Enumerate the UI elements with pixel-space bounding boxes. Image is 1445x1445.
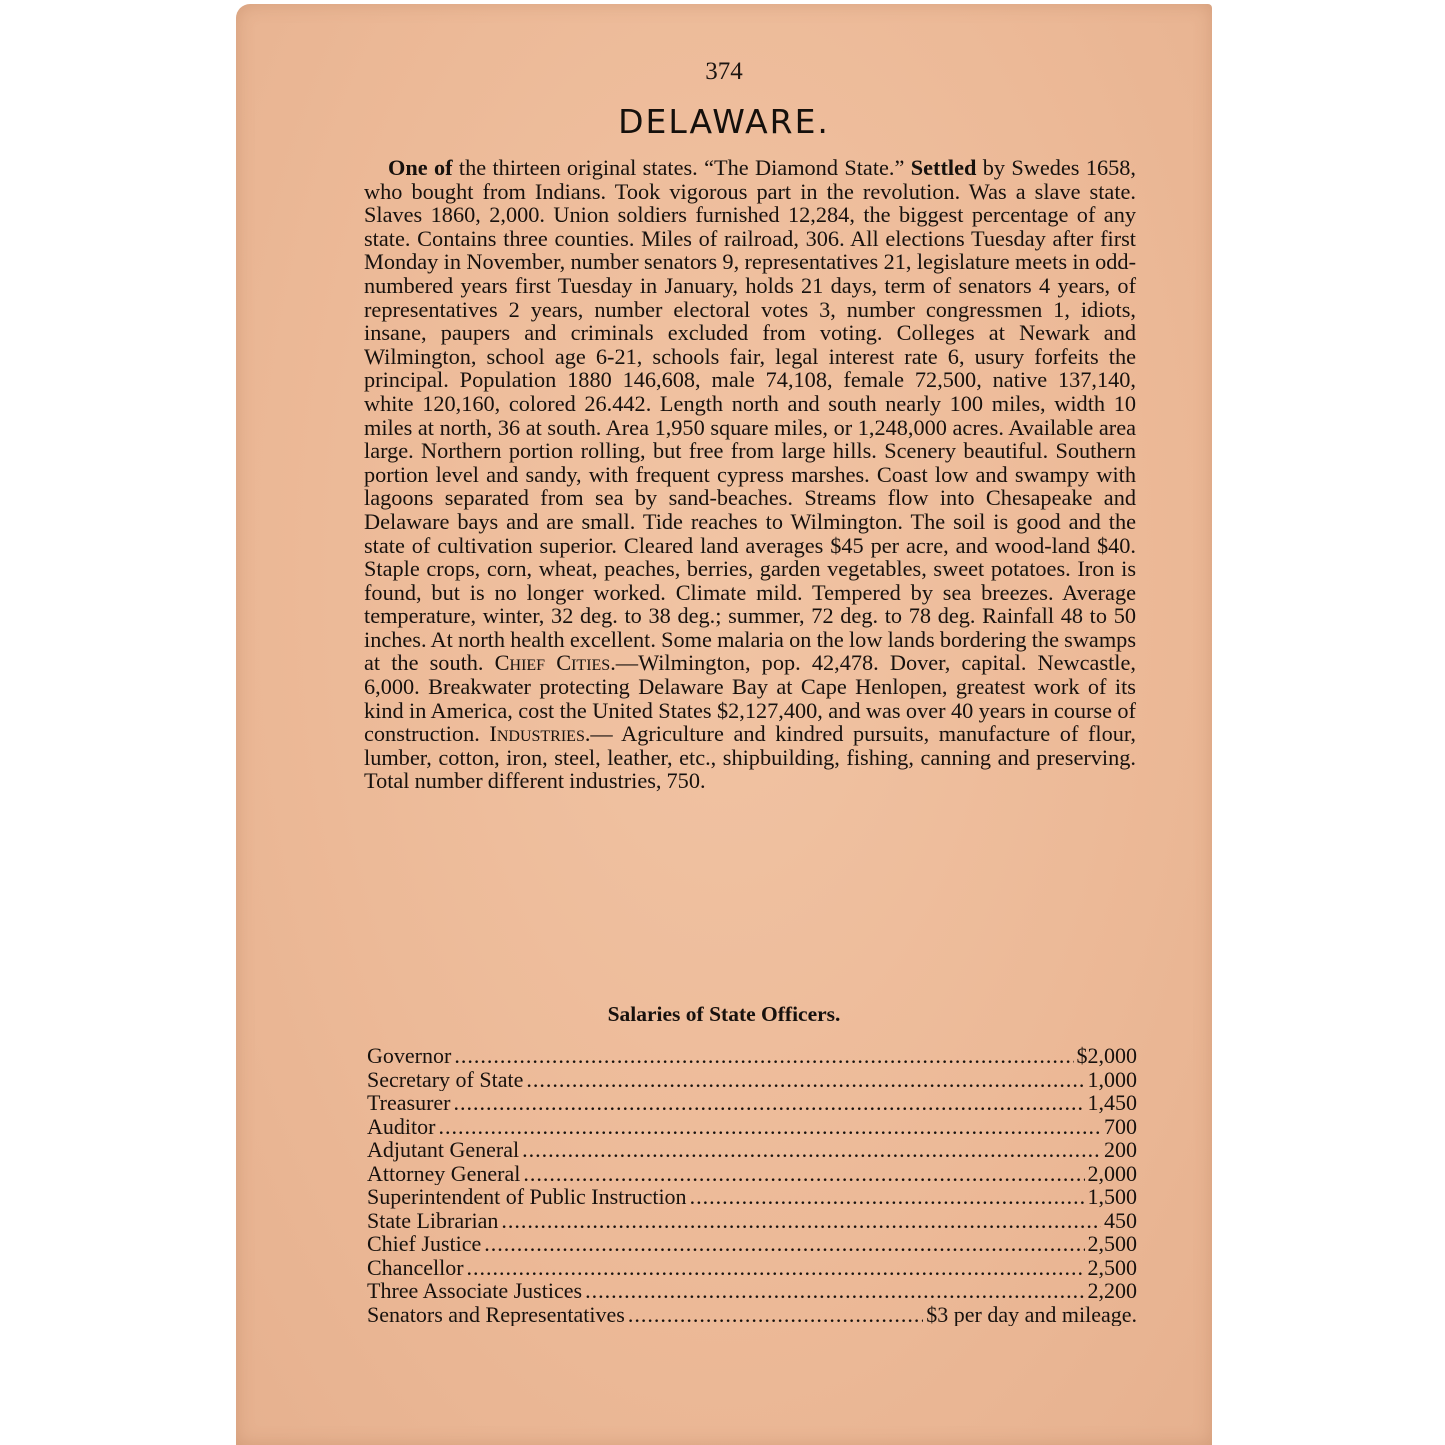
salary-amount: 2,200 (1087, 1279, 1137, 1303)
salary-amount: 2,500 (1087, 1232, 1137, 1256)
lead-bold-text: Settled (910, 155, 977, 180)
office-name: Three Associate Justices (367, 1279, 583, 1303)
dot-leader (628, 1303, 923, 1327)
dot-leader (526, 1068, 1084, 1092)
office-name: Attorney General (367, 1161, 521, 1185)
salary-row (367, 1232, 1137, 1256)
office-name: Governor (367, 1044, 452, 1068)
salary-row (367, 1256, 1137, 1280)
salary-row (367, 1068, 1137, 1092)
office-name: Auditor (367, 1114, 436, 1138)
salary-amount: 1,000 (1087, 1067, 1137, 1091)
office-name: Chancellor (367, 1255, 464, 1279)
salary-amount: $3 per day and mileage. (926, 1302, 1137, 1326)
salary-amount: 1,500 (1087, 1185, 1137, 1209)
salary-amount: 200 (1104, 1138, 1137, 1162)
book-page (236, 4, 1212, 1445)
dot-leader (522, 1138, 1101, 1162)
dot-leader (523, 1162, 1084, 1186)
salaries-heading: Salaries of State Officers. (607, 1002, 841, 1026)
lead-bold-text: One of (388, 155, 453, 180)
state-description (364, 156, 1136, 793)
salary-row (367, 1138, 1137, 1162)
dot-leader (690, 1185, 1085, 1209)
office-name: Adjutant General (367, 1138, 520, 1162)
salary-amount: 450 (1104, 1208, 1137, 1232)
description-part: by Swedes 1658, who bought from Indians. Took vigorous part in the revolution. Was a slave state. Slaves 1860, 2,000. Union soldiers furnished 12,284, the biggest percentage of any state. Contains three counties. Miles of railroad, 306. All elections Tuesday after first Monday in November, number senators 9, representatives 21, legislature meets in odd-numbered years first Tuesday in January, holds 21 days, term of senators 4 years, of representatives 2 years, number electoral votes 3, number congressmen 1, idiots, insane, paupers and criminals excluded from voting. Colleges at Newark and Wilmington, school age 6-21, schools fair, legal interest rate 6, usury forfeits the principal. Population 1880 146,608, male 74,108, female 72,500, native 137,140, white 120,160, colored 26.442. Length north and south nearly 100 miles, width 10 miles at north, 36 at south. Area 1,950 square miles, or 1,248,000 acres. Available area large. Northern portion rolling, but free from large hills. Scenery beautiful. Southern portion level and sandy, with frequent cypress marshes. Coast low and swampy with lagoons separated from sea by sand-beaches. Streams flow into Chesapeake and Delaware bays and are small. Tide reaches to Wilmington. The soil is good and the state of cultivation superior. Cleared land averages $45 per acre, and wood-land $40. Staple crops, corn, wheat, peaches, berries, garden vegetables, sweet potatoes. Iron is found, but is no longer worked. Climate mild. Tempered by sea breezes. Average temperature, winter, 32 deg. to 38 deg.; summer, 72 deg. to 78 deg. Rainfall 48 to 50 inches. At north health excellent. Some malaria on the low lands bordering the swamps at the south. (364, 155, 1136, 676)
salary-amount: 2,500 (1087, 1255, 1137, 1279)
dot-leader (454, 1044, 1073, 1068)
salary-row (367, 1185, 1137, 1209)
salary-row (367, 1044, 1137, 1068)
chief-cities-label: Chief Cities. (494, 650, 616, 676)
salary-row (367, 1303, 1137, 1327)
dot-leader (467, 1256, 1085, 1280)
description-part: —Wilmington, pop. 42,478. Dover, capital. Newcastle, 6,000. Breakwater protecting Delaware Bay at Cape Henlopen, greatest work of its kind in America, cost the United States $2,127,400, and was over 40 years in course of construction. (364, 650, 1136, 747)
dot-leader (585, 1279, 1084, 1303)
office-name: Superintendent of Public Instruction (367, 1185, 687, 1209)
salary-list (367, 1044, 1137, 1326)
dot-leader (501, 1209, 1101, 1233)
office-name: State Librarian (367, 1208, 499, 1232)
office-name: Treasurer (367, 1091, 451, 1115)
dot-leader (484, 1232, 1084, 1256)
office-name: Senators and Representatives (367, 1302, 625, 1326)
office-name: Secretary of State (367, 1067, 524, 1091)
office-name: Chief Justice (367, 1232, 482, 1256)
salary-row (367, 1279, 1137, 1303)
industries-label: Industries. (489, 721, 591, 747)
salary-amount: 700 (1104, 1114, 1137, 1138)
dot-leader (454, 1091, 1085, 1115)
salary-row (367, 1091, 1137, 1115)
salary-amount: $2,000 (1076, 1044, 1137, 1068)
salary-amount: 2,000 (1087, 1161, 1137, 1185)
salary-row (367, 1162, 1137, 1186)
page-title: DELAWARE. (618, 102, 830, 141)
dot-leader (438, 1115, 1101, 1139)
description-part: the thirteen original states. “The Diamond State.” (452, 155, 911, 180)
page-number: 374 (705, 58, 743, 85)
salary-row (367, 1209, 1137, 1233)
salary-amount: 1,450 (1087, 1091, 1137, 1115)
description-part: — Agriculture and kindred pursuits, manufacture of flour, lumber, cotton, iron, steel, leather, etc., shipbuilding, fishing, canning and preserving. Total number different industries, 750. (364, 721, 1136, 794)
salary-row (367, 1115, 1137, 1139)
